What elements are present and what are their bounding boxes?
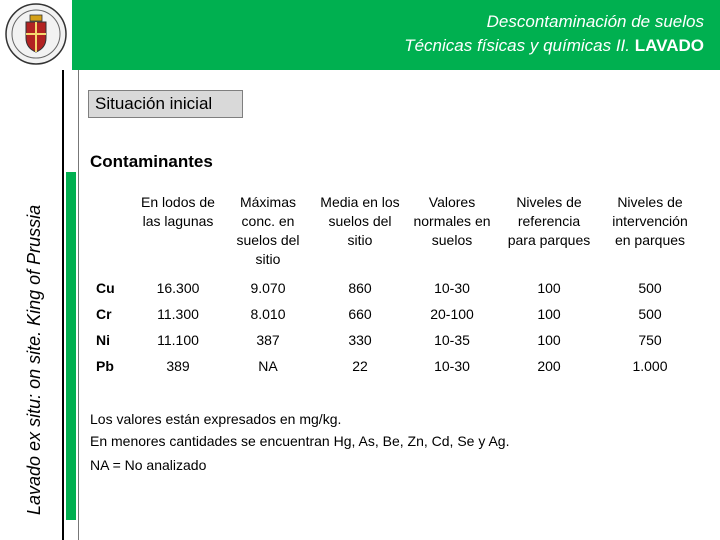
table-cell: 750 <box>638 332 662 348</box>
table-cell: 200 <box>537 358 561 374</box>
element-cell: Pb <box>96 358 114 374</box>
situacion-box: Situación inicial <box>88 90 243 118</box>
contaminants-table <box>92 193 700 379</box>
table-cell: 100 <box>537 332 561 348</box>
side-accent-bar <box>66 172 76 520</box>
table-cell: 860 <box>348 280 372 296</box>
header-subtitle-bold: LAVADO <box>634 36 704 55</box>
table-cell: 660 <box>348 306 372 322</box>
table-cell: 100 <box>537 306 561 322</box>
header-subtitle-text: Técnicas físicas y químicas II. <box>404 36 630 55</box>
table-cell: 9.070 <box>250 280 286 296</box>
note-line: En menores cantidades se encuentran Hg, As, Be, Zn, Cd, Se y Ag. <box>90 433 510 449</box>
na-note: NA = No analizado <box>90 457 207 473</box>
table-cell: 330 <box>348 332 372 348</box>
table-row <box>92 353 700 379</box>
table-cell: 1.000 <box>632 358 668 374</box>
logo <box>0 0 72 70</box>
section-title: Contaminantes <box>90 152 213 171</box>
table-cell: 16.300 <box>156 280 200 296</box>
table-cell: 11.100 <box>157 332 199 348</box>
table-cell: 389 <box>166 358 190 374</box>
header-title: Descontaminación de suelos <box>486 12 704 31</box>
table-cell: 387 <box>256 332 280 348</box>
side-divider <box>62 70 64 540</box>
table-cell: NA <box>258 358 278 374</box>
table-cell: 20-100 <box>430 306 474 322</box>
column-header: Máximas conc. en suelos del sitio <box>236 194 300 267</box>
column-header: Media en los suelos del sitio <box>320 194 400 248</box>
column-header: Niveles de intervención en parques <box>612 194 688 248</box>
header-bar <box>0 0 720 70</box>
notes <box>90 408 509 452</box>
table-cell: 11.300 <box>157 306 199 322</box>
element-cell: Ni <box>96 332 110 348</box>
side-divider-thin <box>78 70 79 540</box>
table-header-row <box>92 193 700 275</box>
table-row <box>92 275 700 301</box>
header-subtitle <box>404 36 704 56</box>
note-line: Los valores están expresados en mg/kg. <box>90 411 342 427</box>
table-cell: 500 <box>638 280 662 296</box>
table-row <box>92 327 700 353</box>
table-row <box>92 301 700 327</box>
table-cell: 500 <box>638 306 662 322</box>
column-header: En lodos de las lagunas <box>141 194 215 229</box>
table-cell: 100 <box>537 280 561 296</box>
element-cell: Cu <box>96 280 115 296</box>
side-title: Lavado ex situ: on site. King of Prussia <box>24 204 44 515</box>
table-cell: 10-35 <box>434 332 470 348</box>
column-header <box>92 193 134 275</box>
university-seal-icon <box>4 2 68 66</box>
column-header: Valores normales en suelos <box>413 194 491 248</box>
table-cell: 10-30 <box>434 358 470 374</box>
column-header: Niveles de referencia para parques <box>507 194 591 248</box>
table-cell: 8.010 <box>250 306 286 322</box>
table-cell: 22 <box>352 358 368 374</box>
element-cell: Cr <box>96 306 112 322</box>
table-cell: 10-30 <box>434 280 470 296</box>
